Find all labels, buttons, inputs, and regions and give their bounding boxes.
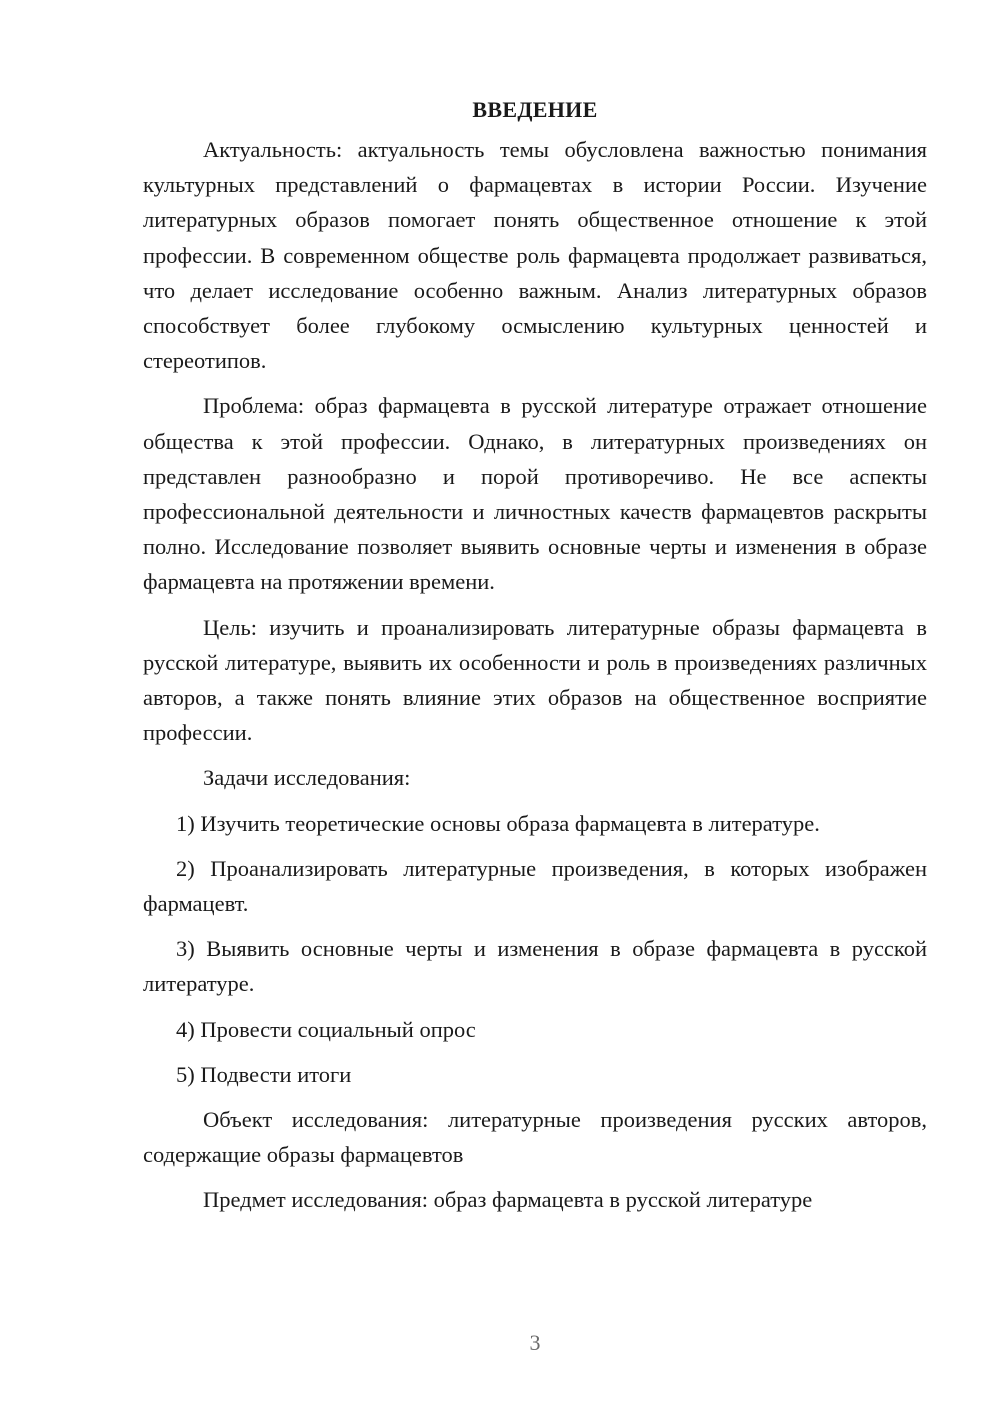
task-item-1: 1) Изучить теоретические основы образа фармацевта в литературе. <box>176 810 820 836</box>
paragraph-subject: Предмет исследования: образ фармацевта в русской литературе <box>203 1187 813 1213</box>
task-item-4: 4) Провести социальный опрос <box>176 1016 476 1042</box>
document-page <box>143 92 927 1228</box>
task-item-3: 3) Выявить основные черты и изменения в образе фармацевта в русской литературе. <box>143 936 927 997</box>
paragraph-relevance: Актуальность: актуальность темы обусловлена важностью понимания культурных представлений о фармацевтах в истории России. Изучение литературных образов помогает понять общественное отношение к этой профессии. В современном обществе роль фармацевта продолжает развиваться, что делает исследование особенно важным. Анализ литературных образов способствует более глубокому осмыслению культурных ценностей и стереотипов. <box>143 137 927 374</box>
page-number: 3 <box>529 1330 541 1355</box>
paragraph-object: Объект исследования: литературные произведения русских авторов, содержащие образы фармацевтов <box>143 1107 927 1168</box>
paragraph-goal: Цель: изучить и проанализировать литературные образы фармацевта в русской литературе, выявить их особенности и роль в произведениях различных авторов, а также понять влияние этих образов на общественное восприятие профессии. <box>143 614 927 746</box>
paragraph-problem: Проблема: образ фармацевта в русской литературе отражает отношение общества к этой профессии. Однако, в литературных произведениях он представлен разнообразно и порой противоречиво. Не все аспекты профессиональной деятельности и личностных качеств фармацевтов раскрыты полно. Исследование позволяет выявить основные черты и изменения в образе фармацевта на протяжении времени. <box>143 393 927 595</box>
section-title: ВВЕДЕНИЕ <box>472 97 598 122</box>
task-item-5: 5) Подвести итоги <box>176 1061 352 1087</box>
paragraph-tasks-heading: Задачи исследования: <box>203 765 411 791</box>
task-item-2: 2) Проанализировать литературные произведения, в которых изображен фармацевт. <box>143 855 927 917</box>
